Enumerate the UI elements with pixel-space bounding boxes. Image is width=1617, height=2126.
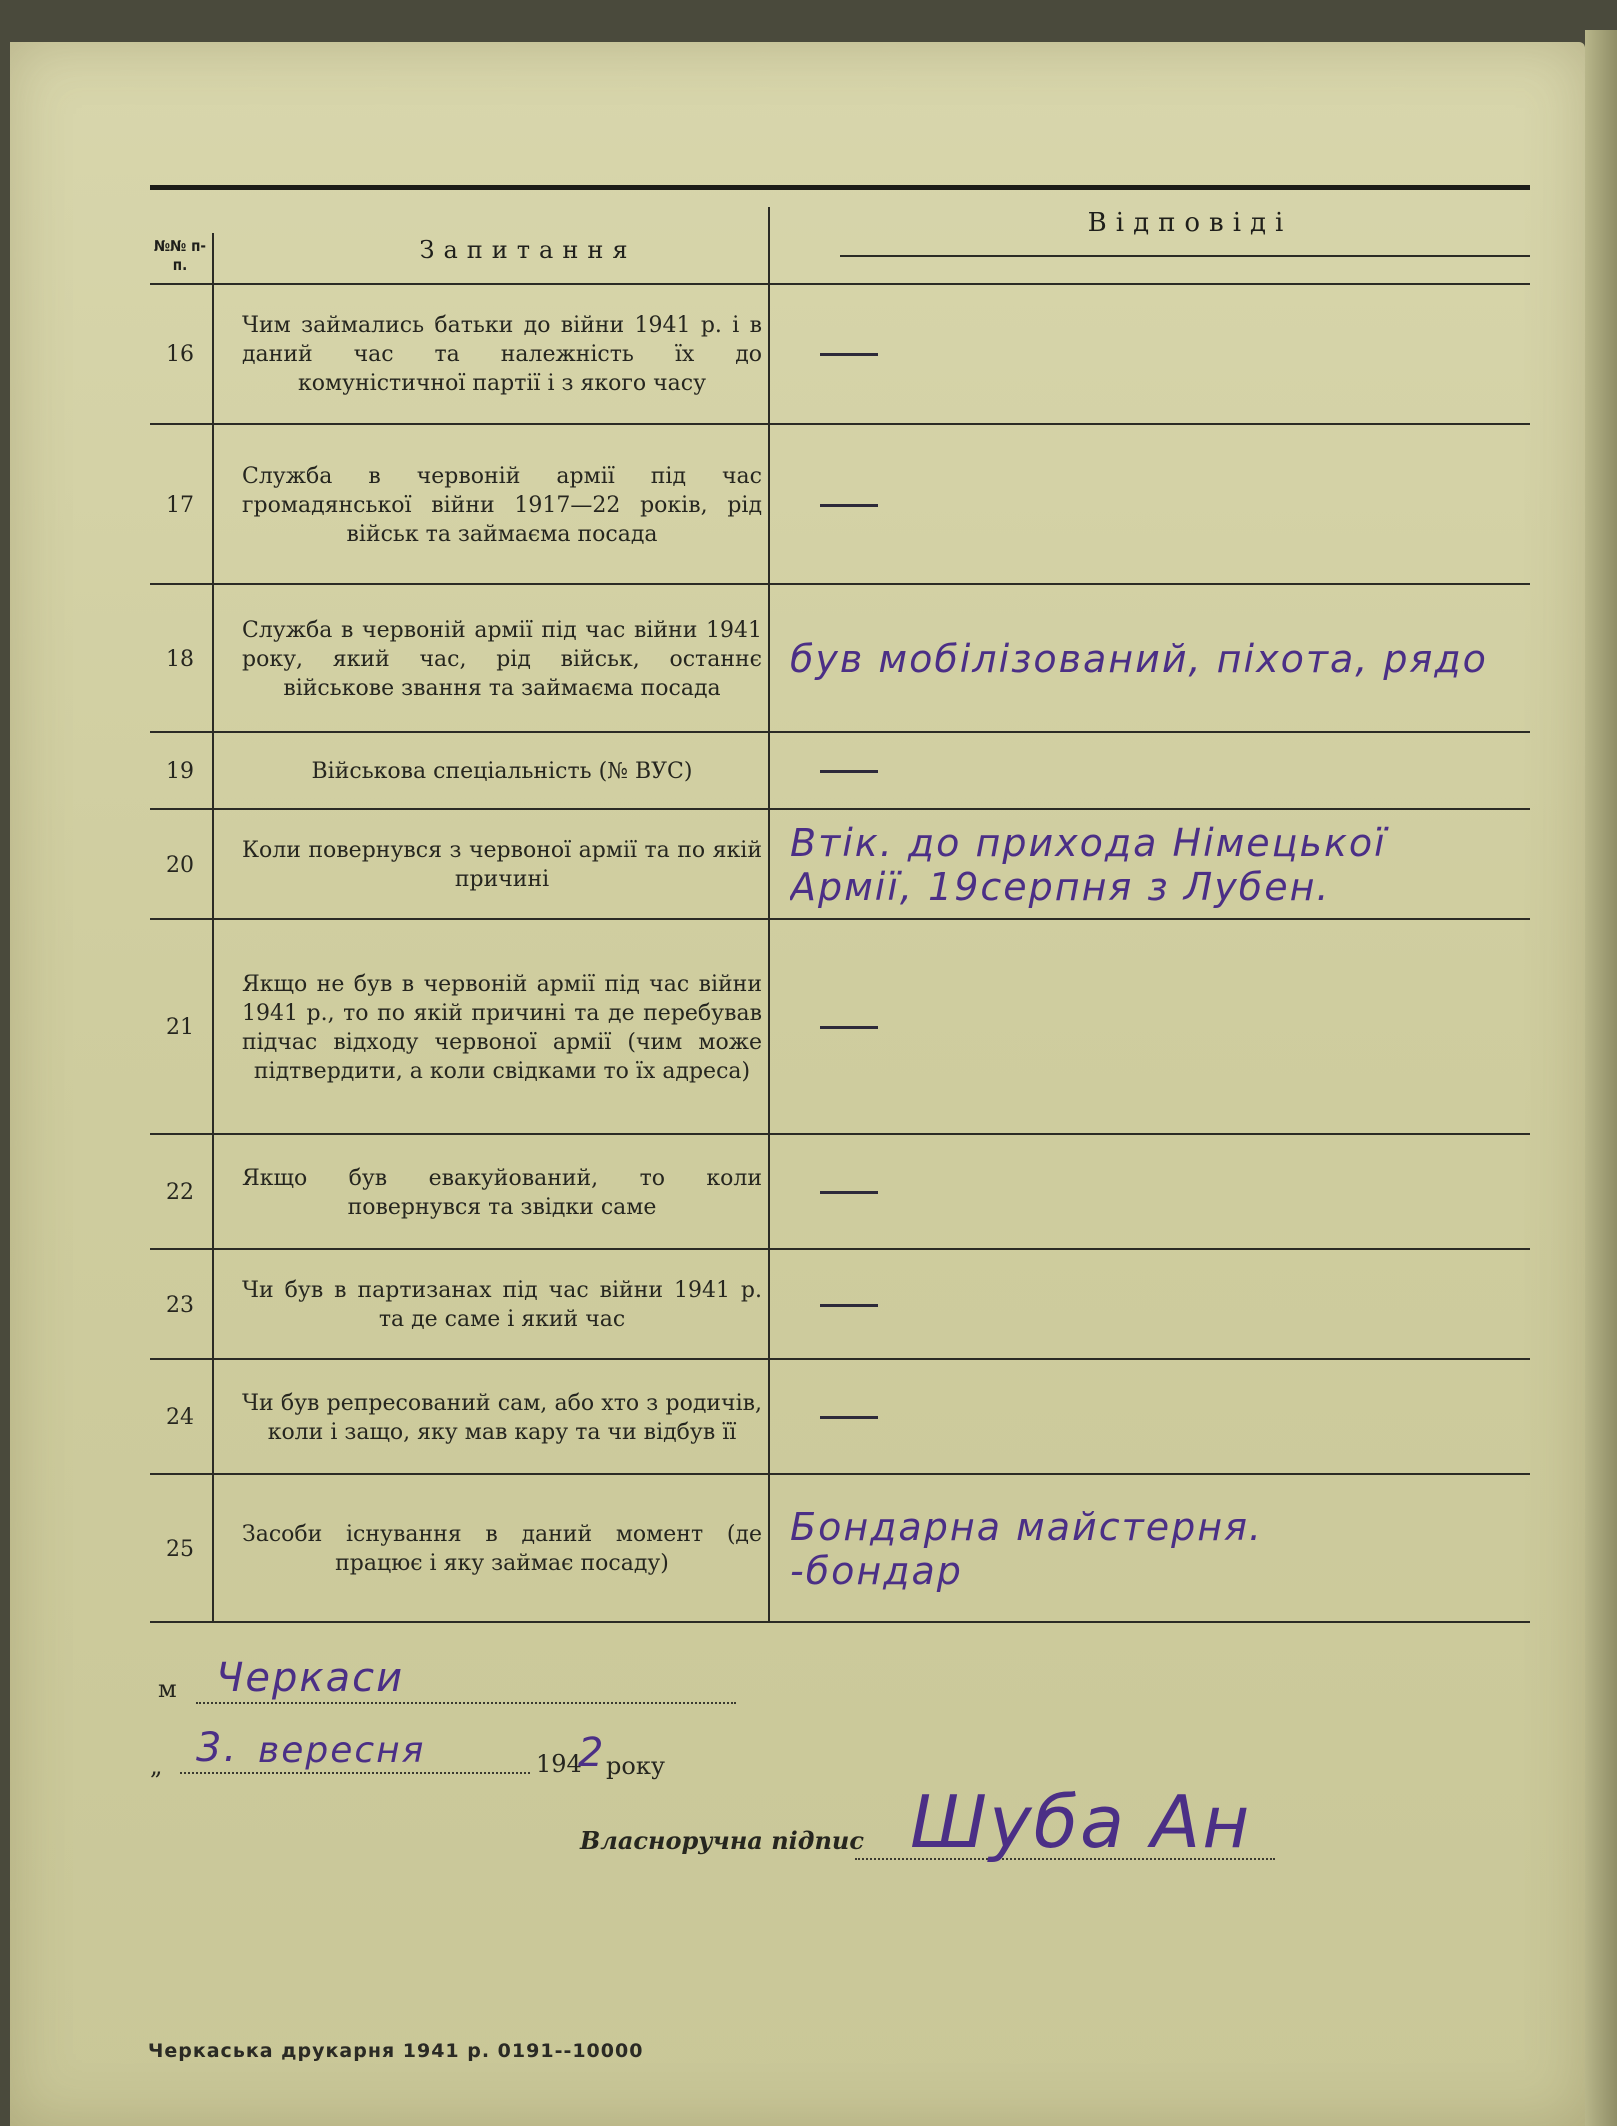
handwritten-answer-line: був мобілізований, піхота, рядо [790, 637, 1488, 681]
row-question-text: Служба в червоній армії під час війни 1941 року, який час, рід військ, останнє військове звання та займаєма посада [242, 617, 762, 701]
handwritten-answer-line: Втік. до прихода Німецької [790, 821, 1387, 865]
year-printed: 194 [536, 1750, 582, 1778]
blank-dash [820, 1416, 878, 1419]
date-day: 3. [196, 1725, 239, 1771]
row-question [242, 1475, 762, 1623]
table-row [150, 283, 1530, 425]
blank-dash [820, 770, 878, 773]
blank-dash [820, 1191, 878, 1194]
row-number: 17 [166, 492, 194, 518]
row-answer [790, 920, 1530, 1135]
row-question-text: Чим займались батьки до війни 1941 р. і в даний час та належність їх до комуністичної партії і з якого часу [242, 312, 762, 396]
row-answer [790, 585, 1530, 733]
row-question [242, 1135, 762, 1250]
row-question [242, 283, 762, 425]
table-row [150, 920, 1530, 1135]
row-number: 19 [166, 759, 194, 784]
handwritten-answer-line: Армії, 19серпня з Лубен. [790, 865, 1331, 909]
table-row [150, 810, 1530, 920]
row-answer [790, 283, 1530, 425]
row-answer [790, 1360, 1530, 1475]
place-handwritten: Черкаси [216, 1655, 405, 1701]
date-month: вересня [258, 1730, 426, 1771]
table-row [150, 1360, 1530, 1475]
page-edge [1585, 30, 1617, 2126]
row-number: 16 [166, 341, 194, 367]
table-row [150, 585, 1530, 733]
row-answer [790, 425, 1530, 585]
row-question-text: Чи був в партизанах під час війни 1941 р. та де саме і який час [242, 1278, 762, 1332]
row-number: 25 [166, 1536, 194, 1562]
table-row [150, 1135, 1530, 1250]
row-question [242, 920, 762, 1135]
row-question-text: Засоби існування в даний момент (де працює і яку займає посаду) [242, 1522, 762, 1576]
row-question [242, 733, 762, 810]
row-number: 24 [166, 1405, 194, 1430]
table-row [150, 1475, 1530, 1623]
blank-dash [820, 353, 878, 356]
printer-imprint: Черкаська друкарня 1941 р. 0191--10000 [148, 2040, 644, 2062]
handwritten-answer-line: -бондар [790, 1549, 963, 1593]
row-question [242, 1360, 762, 1475]
header-answer: Відповіді [1087, 208, 1293, 238]
signature-handwritten: Шуба Ан [910, 1780, 1252, 1864]
row-question-text: Військова спеціальність (№ ВУС) [311, 759, 693, 784]
row-answer [790, 1475, 1530, 1623]
row-question [242, 585, 762, 733]
signature-label: Власноручна підпис [580, 1826, 864, 1855]
row-question-text: Якщо був евакуйований, то коли повернувся та звідки саме [242, 1165, 762, 1220]
row-number: 23 [166, 1292, 194, 1318]
row-number: 20 [166, 852, 194, 878]
blank-dash [820, 1026, 878, 1029]
blank-dash [820, 504, 878, 507]
table-row [150, 425, 1530, 585]
header-divider [840, 255, 1530, 257]
row-answer [790, 733, 1530, 810]
row-question [242, 1250, 762, 1360]
row-rule [150, 1621, 1530, 1623]
date-quote: „ [150, 1752, 163, 1780]
row-question-text: Служба в червоній армії під час громадянської війни 1917—22 років, рід військ та займаєма посада [242, 463, 762, 547]
header-question: Запитання [419, 236, 637, 264]
place-prefix: м [158, 1675, 177, 1703]
row-question [242, 810, 762, 920]
row-number: 21 [166, 1015, 194, 1040]
row-answer [790, 1250, 1530, 1360]
blank-dash [820, 1304, 878, 1307]
header-number: №№ п-п. [153, 237, 207, 274]
row-answer [790, 810, 1530, 920]
year-suffix: року [606, 1752, 665, 1780]
row-answer [790, 1135, 1530, 1250]
row-number: 22 [166, 1180, 194, 1205]
row-number: 18 [166, 646, 194, 672]
row-question-text: Чи був репресований сам, або хто з родичів, коли і защо, яку мав кару та чи відбув її [242, 1390, 762, 1445]
year-handwritten: 2 [578, 1730, 606, 1776]
questionnaire-table [150, 185, 1530, 1623]
handwritten-answer-line: Бондарна майстерня. [790, 1505, 1264, 1549]
table-row [150, 733, 1530, 810]
header-rule [150, 185, 1530, 190]
table-row [150, 1250, 1530, 1360]
row-question-text: Якщо не був в червоній армії під час війни 1941 р., то по якій причині та де перебував підчас відходу червоної армії (чим може підтвердити, а коли свідками то їх адреса) [242, 971, 762, 1084]
row-question-text: Коли повернувся з червоної армії та по якій причині [242, 838, 762, 892]
row-question [242, 425, 762, 585]
